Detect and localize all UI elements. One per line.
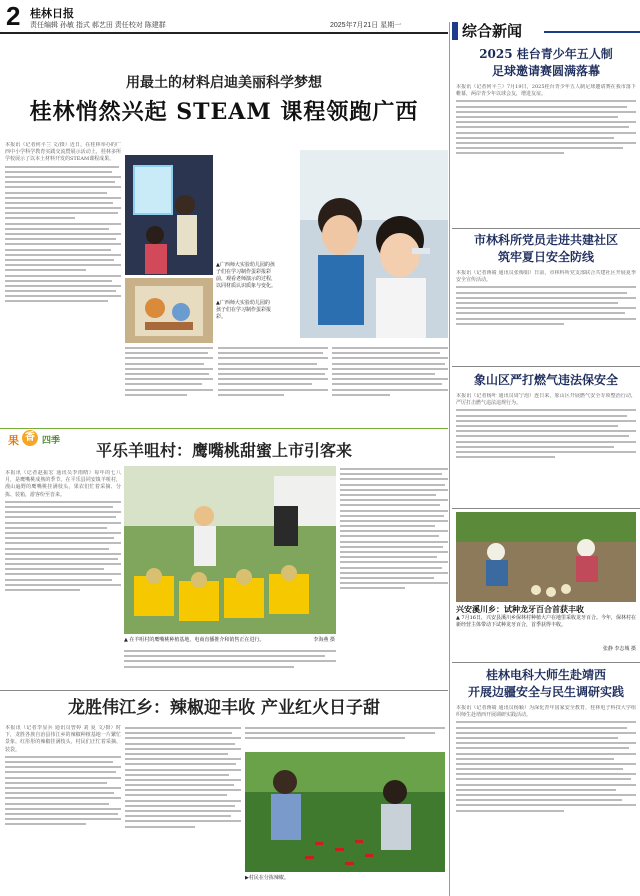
story3-caption: ▶村民在分拣辣椒。 <box>245 875 289 881</box>
story2-title: 平乐羊咀村：鹰嘴桃甜蜜上市引客来 <box>95 441 352 460</box>
main-body-col3 <box>125 345 213 425</box>
story3-body-col2 <box>125 725 241 893</box>
right3-lead: 本报讯（记者杨叶 通讯员周宁泡）连日来，象山区开展燃气安全专项整治行动，严厉打击燃气违法违规行为。 <box>456 393 636 407</box>
story3-body-col3 <box>245 725 445 749</box>
story3-title: 龙胜伟江乡：辣椒迎丰收 产业红火日子甜 <box>68 698 380 718</box>
banner-left: 果 <box>8 434 19 447</box>
right5-lead: 本报讯（记者蒋婧 通讯员杨颖）为深化青年国家安全教育，桂林电子科技大学组织师生赴靖西开展调研实践活动。 <box>456 705 636 719</box>
banner-right: 四季 <box>42 436 61 446</box>
right-story-3 <box>452 372 640 497</box>
main-body-col1 <box>5 142 121 430</box>
main-title: 桂林悄然兴起 STEAM 课程领跑广西 <box>29 99 419 125</box>
classroom-photo <box>125 155 213 275</box>
right1-title-l1: 2025 桂台青少年五人制 <box>479 47 613 61</box>
right4-caption: ▲ 7月16日，兴安县溪川乡保林村种植大户在地里采收龙牙百合。今年，保林村在新经营主体带动下试种龙牙百合，首季获得丰收。 <box>456 615 636 628</box>
story3-body-col1 <box>5 725 121 893</box>
page-number: 2 <box>6 1 21 31</box>
header-rule <box>0 32 448 34</box>
chili-photo <box>245 752 445 872</box>
staff-line: 责任编辑 孙敏 指式 郝艺田 责任校对 陈建群 <box>30 22 166 29</box>
right2-title-l2: 筑牢夏日安全防线 <box>497 250 594 264</box>
right1-lead: 本报讯（记者何平兰）7月19日，2025桂台青少年五人制足球邀请赛在我市落下帷幕，两岸青少年以球会友，增进友谊。 <box>456 84 636 98</box>
banner-mid: 香 <box>22 430 38 446</box>
main-caption-1: ▲广西师大实验幼儿园的孩子们在学习制作蛋彩报彩前，观看老师演示的过程，以同材质认识质象与变化。 <box>216 262 277 289</box>
right2-lead: 本报讯（记者蒋婧 通讯员张梅娟）日前，市林科所党支部联合共建社区开展夏季安全宣传活动。 <box>456 270 636 284</box>
issue-date: 2025年7月21日 星期一 <box>330 22 402 29</box>
story2-body-col3 <box>340 466 448 684</box>
right3-title: 象山区严打燃气违法保安全 <box>473 373 618 387</box>
peach-market-photo <box>124 466 336 634</box>
right4-credit: 张静 李志城 摄 <box>602 646 636 652</box>
right5-title-l2: 开展边疆安全与民生调研实践 <box>467 685 624 699</box>
craft-photo <box>125 278 213 343</box>
right5-title-l1: 桂林电科大师生赴靖西 <box>485 668 606 682</box>
section-name: 综合新闻 <box>462 22 523 40</box>
right-story-5 <box>452 667 640 885</box>
lily-harvest-photo <box>456 512 636 602</box>
main-body-col4 <box>332 345 448 425</box>
section-label <box>452 22 640 40</box>
right4-caption-bold: 兴安溪川乡：试种龙牙百合首获丰收 <box>456 604 584 614</box>
right1-title-l2: 足球邀请赛圆满落幕 <box>491 64 600 78</box>
story2-caption: ▲ 在羊咀村的鹰嘴桃种植基地，电商直播推介和销售正在进行。 <box>124 637 265 643</box>
story2-lead: 本报讯（记者赵振宏 通讯员李雨晴）每年的七八月，是鹰嘴桃成熟的季节。在平乐县同安镇羊咀村，漫山遍野的鹰嘴桃挂满枝头，果农们忙着采摘、分拣、装箱，游客纷至沓来。 <box>5 470 121 498</box>
main-lead: 本报讯（记者何平兰 文/摄）近日，在桂林举办的广西中小学科学教育实践交流暨展示活动上，桂林多所学校展示了以本土材料开发的STEAM课程成果。 <box>5 142 121 163</box>
main-subtitle: 用最土的材料启迪美丽科学梦想 <box>126 75 322 91</box>
story3-lead: 本报讯（记者李显兵 通讯员曾婷 刘 夏 文/摄）时下，龙胜各族自治县伟江乡的辣椒种植基地一片繁忙景象，红彤彤的辣椒挂满枝头，村民们正忙着采摘、装袋。 <box>5 725 121 753</box>
right-story-1 <box>452 46 640 202</box>
right-story-2 <box>452 232 640 362</box>
right2-title-l1: 市林科所党员走进共建社区 <box>473 233 618 247</box>
kids-drinking-photo <box>300 150 448 338</box>
main-caption-2: ▲广西师大实验幼儿园的孩子们在学习制作蛋彩报彩。 <box>216 300 272 320</box>
story2-body-col2 <box>124 648 336 684</box>
main-body-col2 <box>218 345 328 425</box>
story2-body-col1 <box>5 470 121 682</box>
story2-credit: 李海燕 摄 <box>313 637 335 643</box>
paper-logo: 桂林日报 <box>30 7 74 20</box>
